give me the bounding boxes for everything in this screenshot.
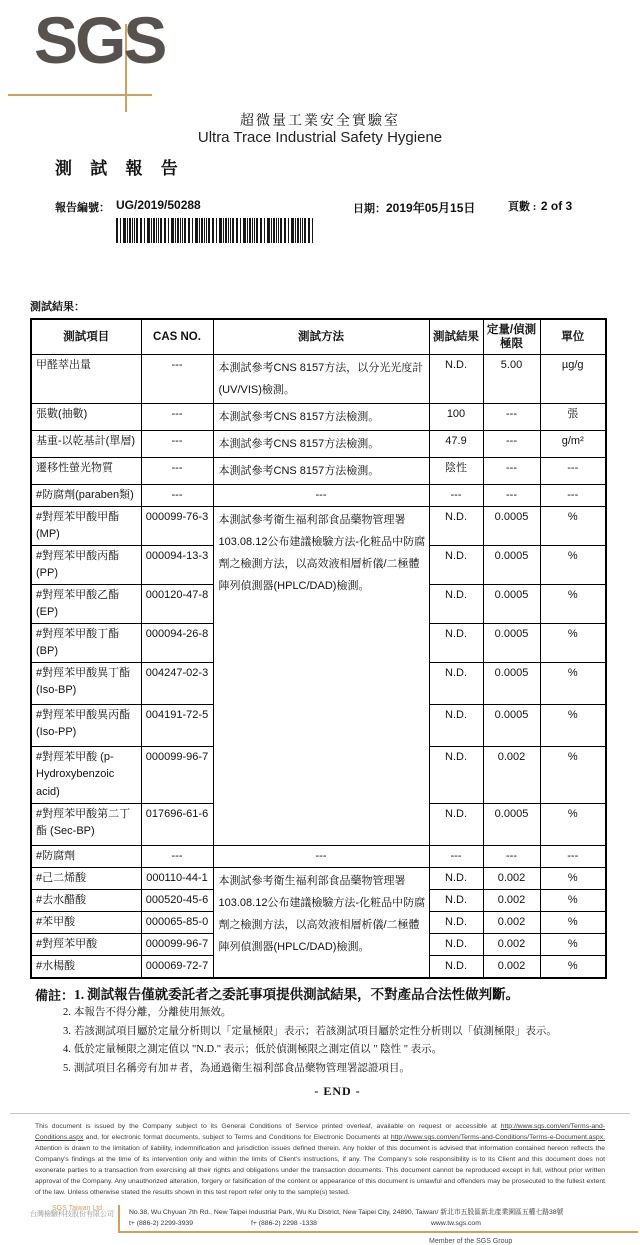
cell-cas-no: 000099-96-7 (141, 933, 213, 955)
cell-test-item: #己二烯酸 (31, 867, 141, 889)
cell-unit: % (540, 507, 606, 546)
column-header-test-result: 測試結果 (429, 319, 483, 355)
cell-unit: % (540, 624, 606, 663)
cell-test-item: #對羥苯甲酸甲酯(MP) (31, 507, 141, 546)
cell-test-result: N.D. (429, 663, 483, 705)
cell-cas-no: 000065-85-0 (141, 911, 213, 933)
results-table-row (31, 431, 606, 458)
cell-test-result: N.D. (429, 355, 483, 404)
cell-limit: --- (483, 485, 540, 507)
results-table-row (31, 355, 606, 404)
remark-text: 測試報告僅就委託者之委託事項提供測試結果，不對產品合法性做判斷。 (87, 986, 520, 1002)
cell-test-item: 基重-以乾基計(單層) (31, 431, 141, 458)
remark-number: 4. (63, 1044, 71, 1056)
results-table-body (31, 355, 606, 978)
cell-test-method: 本測試參考衛生福利部食品藥物管理署103.08.12公布建議檢驗方法-化粧品中防腐劑之檢測方法，以高效液相層析儀/二極體陣列偵測器(HPLC/DAD)檢測。 (213, 867, 429, 978)
end-marker: - END - (314, 1083, 361, 1098)
legal-text: This document is issued by the Company subject to its General Conditions of Service printed overleaf, available on request or accessible at (35, 1122, 501, 1130)
sgs-group-member-label: Member of the SGS Group (429, 1237, 513, 1245)
results-table-row (31, 458, 606, 485)
cell-test-method: --- (213, 845, 429, 867)
cell-test-method: 本測試參考CNS 8157方法，以分光光度計(UV/VIS)檢測。 (213, 355, 429, 404)
cell-test-method: 本測試參考CNS 8157方法檢測。 (213, 458, 429, 485)
report-no-value: UG/2019/50288 (116, 198, 201, 212)
cell-test-item: #對羥苯甲酸第二丁酯 (Sec-BP) (31, 803, 141, 845)
column-header-cas-no: CAS NO. (141, 319, 213, 355)
cell-unit: % (540, 955, 606, 978)
remark-text: 測試項目名稱旁有加＃者，為通過衛生福利部食品藥物管理署認證項目。 (73, 1062, 410, 1074)
legal-text: and, for electronic format documents, subject to Terms and Conditions for Electronic Documents at (83, 1133, 391, 1141)
remark-text: 若該測試項目屬於定量分析則以「定量極限」表示；若該測試項目屬於定性分析則以「偵測極限」表示。 (73, 1025, 557, 1037)
cell-test-item: #苯甲酸 (31, 911, 141, 933)
cell-test-item: #對羥苯甲酸丙酯(PP) (31, 546, 141, 585)
cell-unit: g/m² (540, 431, 606, 458)
report-date (353, 199, 475, 217)
cell-cas-no: 017696-61-6 (141, 803, 213, 845)
column-header-test-method: 測試方法 (213, 319, 429, 355)
footer-company-block (30, 1205, 118, 1235)
sgs-logo-text: SGS (34, 3, 165, 77)
cell-test-result: 陰性 (429, 458, 483, 485)
cell-unit: % (540, 546, 606, 585)
cell-limit: --- (483, 458, 540, 485)
results-table-row (31, 845, 606, 867)
cell-limit: 0.0005 (483, 507, 540, 546)
cell-test-result: N.D. (429, 955, 483, 978)
cell-unit: % (540, 889, 606, 911)
cell-test-method: --- (213, 485, 429, 507)
pages-value: 2 of 3 (540, 199, 573, 213)
logo-horizontal-line (8, 94, 152, 96)
cell-test-result: --- (429, 845, 483, 867)
cell-test-result: N.D. (429, 546, 483, 585)
cell-unit: % (540, 867, 606, 889)
cell-limit: 0.0005 (483, 624, 540, 663)
cell-test-item: #防腐劑 (31, 845, 141, 867)
cell-test-method: 本測試參考CNS 8157方法檢測。 (213, 431, 429, 458)
cell-cas-no: 000069-72-7 (141, 955, 213, 978)
lab-name-chinese: 超微量工業安全實驗室 (240, 114, 400, 129)
results-table-row (31, 404, 606, 431)
column-header-limit: 定量/偵測極限 (483, 319, 540, 355)
cell-test-item: 遷移性螢光物質 (31, 458, 141, 485)
cell-unit: % (540, 585, 606, 624)
cell-cas-no: 000099-76-3 (141, 507, 213, 546)
cell-unit: --- (540, 458, 606, 485)
cell-limit: 0.0005 (483, 803, 540, 845)
cell-limit: 0.002 (483, 933, 540, 955)
report-pages (508, 197, 572, 215)
results-table-row (31, 507, 606, 546)
cell-test-item: #去水醋酸 (31, 889, 141, 911)
cell-limit: 0.002 (483, 867, 540, 889)
cell-cas-no: --- (141, 485, 213, 507)
cell-test-result: N.D. (429, 624, 483, 663)
cell-limit: --- (483, 431, 540, 458)
cell-unit: --- (540, 485, 606, 507)
cell-cas-no: --- (141, 355, 213, 404)
company-address: No.38, Wu Chyuan 7th Rd., New Taipei Industrial Park, Wu Ku District, New Taipei City, 24890, Taiwan/ 新北市五股區新北產業園區五權七路38號 (129, 1208, 564, 1216)
remark-number: 5. (63, 1062, 71, 1074)
cell-test-item: 甲醛萃出量 (31, 355, 141, 404)
page-footer (30, 1205, 638, 1245)
cell-test-result: --- (429, 485, 483, 507)
cell-limit: 0.002 (483, 889, 540, 911)
cell-test-item: #對羥苯甲酸 (p-Hydroxybenzoic acid) (31, 747, 141, 803)
results-section (0, 298, 640, 979)
cell-limit: --- (483, 845, 540, 867)
cell-test-result: 47.9 (429, 431, 483, 458)
date-value: 2019年05月15日 (386, 201, 476, 215)
sgs-logo (8, 3, 168, 116)
cell-cas-no: --- (141, 404, 213, 431)
cell-test-item: #對羥苯甲酸異丙酯 (Iso-PP) (31, 705, 141, 747)
terms-url-text: http://www.sgs.com/en/Terms-and-Conditions/Terms-e-Document.aspx. (390, 1133, 605, 1141)
remark-number: 3. (63, 1025, 71, 1037)
cell-limit: --- (483, 404, 540, 431)
cell-cas-no: 000094-13-3 (141, 546, 213, 585)
cell-test-item: #對羥苯甲酸丁酯(BP) (31, 624, 141, 663)
cell-limit: 5.00 (483, 355, 540, 404)
cell-limit: 0.0005 (483, 705, 540, 747)
lab-name-english: Ultra Trace Industrial Safety Hygiene (197, 129, 443, 146)
results-table-row (31, 867, 606, 889)
cell-unit: % (540, 933, 606, 955)
cell-limit: 0.002 (483, 747, 540, 803)
cell-limit: 0.0005 (483, 585, 540, 624)
cell-test-item: #對羥苯甲酸乙酯(EP) (31, 585, 141, 624)
cell-cas-no: --- (141, 845, 213, 867)
company-name-english: SGS Taiwan Ltd. (52, 1204, 105, 1212)
footer-contact-box (118, 1205, 638, 1233)
cell-test-item: #水楊酸 (31, 955, 141, 978)
company-fax: f+ (886-2) 2298 -1338 (251, 1219, 317, 1227)
remark-number: 1. (74, 986, 85, 1002)
results-table-header-row (31, 319, 606, 355)
cell-test-result: N.D. (429, 747, 483, 803)
cell-test-result: N.D. (429, 705, 483, 747)
cell-cas-no: 000110-44-1 (141, 867, 213, 889)
column-header-test-item: 測試項目 (31, 319, 141, 355)
remark-text: 本報告不得分離，分離使用無效。 (73, 1007, 232, 1019)
remark-text: 低於定量極限之測定值以 "N.D." 表示；低於偵測極限之測定值以 " 陰性 " 表示。 (73, 1044, 443, 1056)
results-section-label: 測試結果： (30, 301, 85, 313)
date-label: 日期： (353, 203, 386, 215)
cell-limit: 0.002 (483, 955, 540, 978)
cell-unit: % (540, 803, 606, 845)
cell-test-method: 本測試參考衛生福利部食品藥物管理署103.08.12公布建議檢驗方法-化粧品中防腐劑之檢測方法，以高效液相層析儀/二極體陣列偵測器(HPLC/DAD)檢測。 (213, 507, 429, 846)
company-phone: t+ (886-2) 2299-3939 (129, 1219, 194, 1227)
cell-unit: 張 (540, 404, 606, 431)
remark-number: 2. (63, 1007, 71, 1019)
cell-cas-no: 004247-02-3 (141, 663, 213, 705)
terms-url-text: http://www.sgs.com/en/Terms-and-Conditions.aspx (35, 1122, 605, 1141)
cell-test-result: N.D. (429, 585, 483, 624)
cell-unit: % (540, 705, 606, 747)
cell-cas-no: --- (141, 458, 213, 485)
cell-limit: 0.002 (483, 911, 540, 933)
cell-limit: 0.0005 (483, 663, 540, 705)
cell-test-result: N.D. (429, 507, 483, 546)
column-header-unit: 單位 (540, 319, 606, 355)
cell-cas-no: --- (141, 431, 213, 458)
cell-test-result: N.D. (429, 889, 483, 911)
cell-test-result: N.D. (429, 911, 483, 933)
report-header (0, 0, 640, 298)
legal-disclaimer (10, 1113, 630, 1198)
report-barcode (116, 218, 321, 243)
cell-cas-no: 004191-72-5 (141, 705, 213, 747)
cell-unit: --- (540, 845, 606, 867)
cell-cas-no: 000099-96-7 (141, 747, 213, 803)
footer-contact-block (118, 1205, 638, 1245)
cell-test-item: #防腐劑(paraben類) (31, 485, 141, 507)
cell-test-result: N.D. (429, 803, 483, 845)
cell-cas-no: 000120-47-8 (141, 585, 213, 624)
results-table (30, 318, 607, 979)
cell-cas-no: 000094-26-8 (141, 624, 213, 663)
cell-unit: µg/g (540, 355, 606, 404)
report-no-label: 報告編號： (55, 202, 110, 214)
legal-text: Attention is drawn to the limitation of liability, indemnification and jurisdiction issues defined therein. Any holder of this document is advised that information contained hereon reflects the Company's findings at the time of its intervention only and within the limits of Client's instructions, if any. The Company's sole responsibility is to its Client and this document does not exonerate parties to a transaction from exercising all their rights and obligations under the transaction documents. This document cannot be reproduced except in full, without prior written approval of the Company. Any unauthorized alteration, forgery or falsification of the content or appearance of this document is unlawful and offenders may be prosecuted to the fullest extent of the law. Unless otherwise stated the results shown in this test report refer only to the sample(s) tested. (35, 1144, 605, 1196)
cell-unit: % (540, 911, 606, 933)
cell-test-item: #對羥苯甲酸 (31, 933, 141, 955)
cell-test-item: #對羥苯甲酸異丁酯 (Iso-BP) (31, 663, 141, 705)
cell-limit: 0.0005 (483, 546, 540, 585)
cell-test-method: 本測試參考CNS 8157方法檢測。 (213, 404, 429, 431)
results-table-row (31, 485, 606, 507)
cell-test-result: 100 (429, 404, 483, 431)
cell-unit: % (540, 747, 606, 803)
cell-unit: % (540, 663, 606, 705)
cell-cas-no: 000520-45-6 (141, 889, 213, 911)
cell-test-result: N.D. (429, 867, 483, 889)
report-title: 測 試 報 告 (55, 159, 185, 178)
cell-test-result: N.D. (429, 933, 483, 955)
remarks-label: 備註： (35, 987, 75, 1003)
company-name-chinese: 台灣檢驗科技股份有限公司 (30, 1210, 114, 1218)
company-website: www.tw.sgs.com (431, 1219, 481, 1227)
cell-test-item: 張數(抽數) (31, 404, 141, 431)
remarks-section (0, 985, 640, 1099)
pages-label: 頁數 : (508, 201, 537, 213)
